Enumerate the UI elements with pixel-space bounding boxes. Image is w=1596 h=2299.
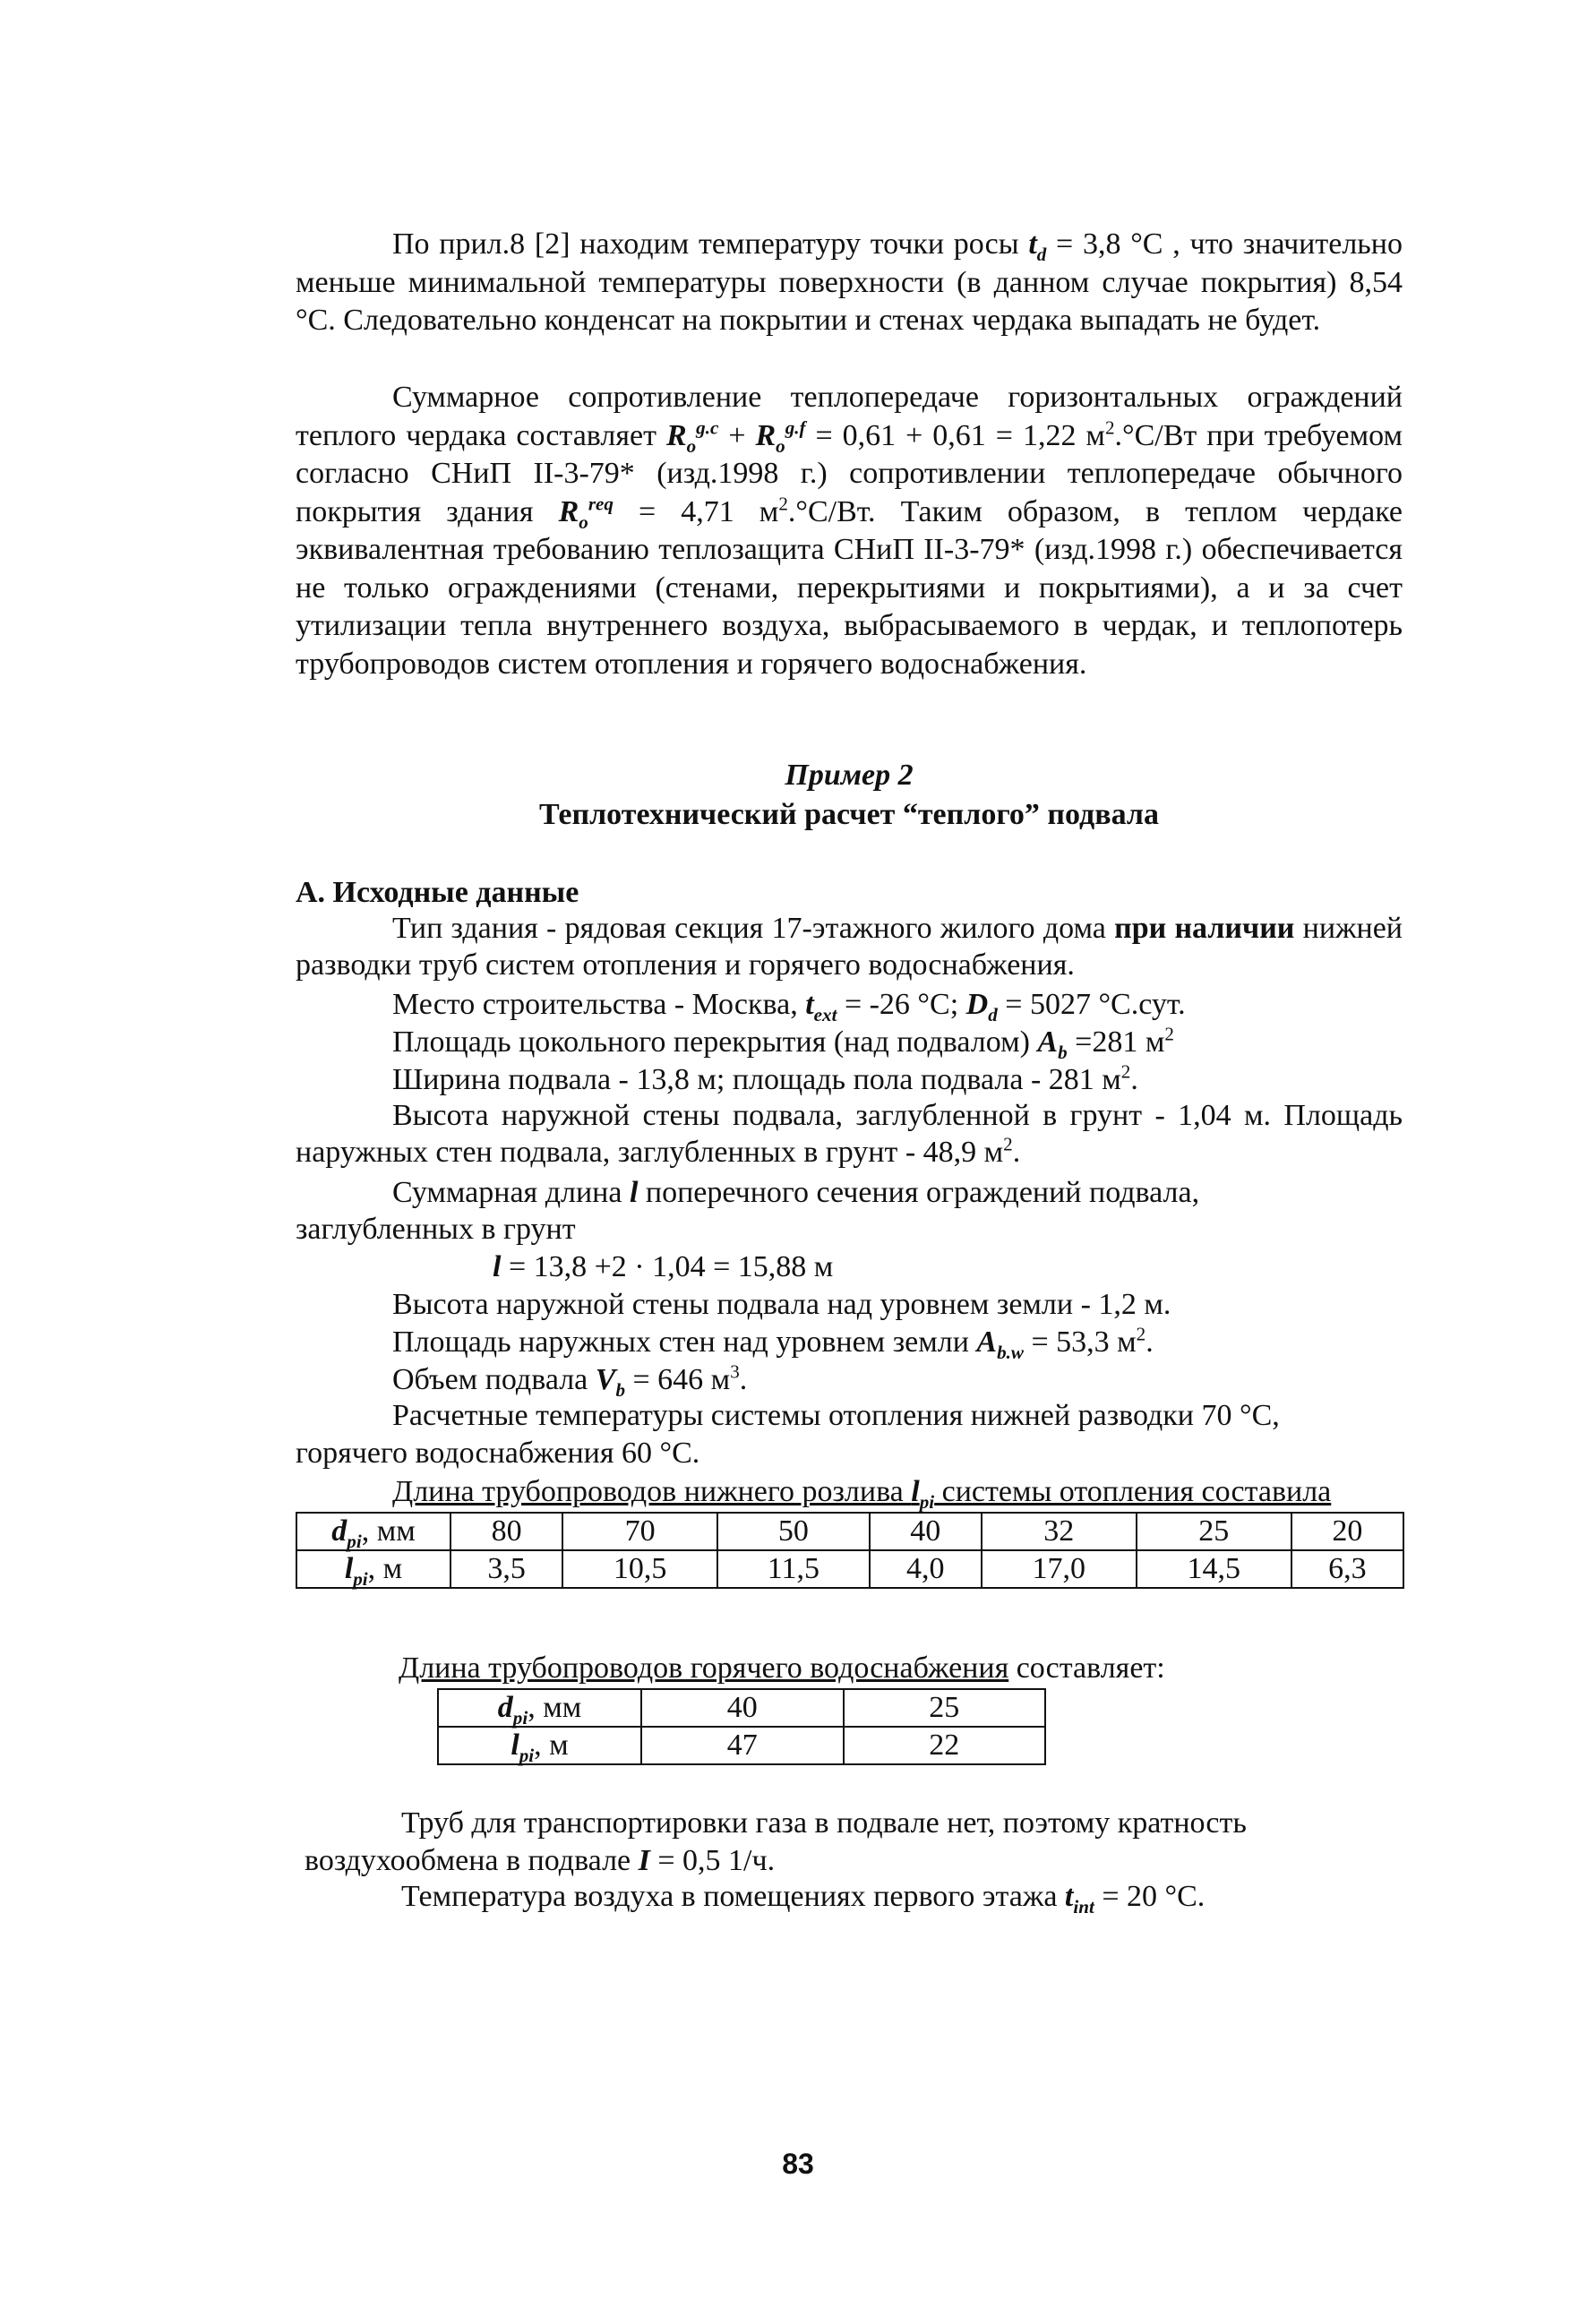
table-cell: 4,0 bbox=[870, 1550, 982, 1588]
table-cell: 20 bbox=[1291, 1513, 1403, 1550]
page-number: 83 bbox=[782, 2148, 814, 2180]
table-cell: 6,3 bbox=[1291, 1550, 1403, 1588]
heating-table-caption: Длина трубопроводов нижнего розлива $l_{pi}$ системы отопления составила bbox=[392, 1475, 1332, 1513]
hot-water-table-caption: Длина трубопроводов горячего водоснабжения составляет: bbox=[399, 1651, 1165, 1685]
paragraph-attic-resistance: Суммарное сопротивление теплопередаче горизонтальных ограждений теплого чердака составляет $R_o^{g.c} + R_o^{g.f} = 0,61 + 0,61 = 1,22$ $м^2.^\circ С/Вт$ при требуемом согласно СНиП II-3-79* (изд.1998 г.) сопротивлении теплопередаче обычного покрытия здания $R_o^{req} = 4,71$ $м^2.^\circ С/Вт$. Таким образом, в теплом чердаке эквивалентная требованию теплозащита СНиП II-3-79* (изд.1998 г.) обеспечивается не только ограждениями (стенами, перекрытиями и покрытиями), а и за счет утилизации тепла внутреннего воздуха, выбрасываемого в чердак, и теплопотерь трубопроводов систем отопления и горячего водоснабжения. bbox=[296, 381, 1403, 681]
basement-ceiling-area: Площадь цокольного перекрытия (над подвалом) $A_b =281$ $м^2$ bbox=[392, 1023, 1174, 1063]
table-cell: 70 bbox=[562, 1513, 717, 1550]
length-intro: Суммарная длина l поперечного сечения ограждений подвала, заглубленных в грунт bbox=[296, 1176, 1200, 1246]
example-title: Пример 2 bbox=[785, 759, 914, 792]
table-cell: 40 bbox=[870, 1513, 982, 1550]
table-cell: 25 bbox=[1137, 1513, 1291, 1550]
table-cell: 80 bbox=[450, 1513, 562, 1550]
table-cell: 3,5 bbox=[450, 1550, 562, 1588]
table-cell: 40 bbox=[641, 1689, 844, 1727]
heating-pipes-table bbox=[296, 1512, 1404, 1589]
table-cell: 11,5 bbox=[717, 1550, 869, 1588]
table-cell: 32 bbox=[982, 1513, 1137, 1550]
hot-water-pipes-table bbox=[437, 1688, 1046, 1765]
table-row bbox=[438, 1727, 1045, 1764]
row-label-diameter: $d_{pi}$, мм bbox=[438, 1689, 641, 1727]
design-temperatures: Расчетные температуры системы отопления нижней разводки 70 °С, горячего водоснабжения 60 °С. bbox=[296, 1399, 1280, 1470]
table-row bbox=[438, 1689, 1045, 1727]
wall-height: Высота наружной стены подвала, заглубленной в грунт - 1,04 м. Площадь наружных стен подвала, заглубленных в грунт - 48,9 $м^2$. bbox=[296, 1099, 1403, 1169]
paragraph-dew-point: По прил.8 [2] находим температуру точки росы $t_d = 3,8$ °С , что значительно меньше минимальной температуры поверхности (в данном случае покрытия) 8,54 °С. Следовательно конденсат на покрытии и стенах чердака выпадать не будет. bbox=[296, 227, 1403, 337]
table-cell: 14,5 bbox=[1137, 1550, 1291, 1588]
table-cell: 50 bbox=[717, 1513, 869, 1550]
height-above-ground: Высота наружной стены подвала над уровнем земли - 1,2 м. bbox=[392, 1288, 1171, 1321]
table-row bbox=[296, 1513, 1403, 1550]
basement-width: Ширина подвала - 13,8 м; площадь пола подвала - 281 $м^2$. bbox=[392, 1060, 1138, 1096]
wall-area-above-ground: Площадь наружных стен над уровнем земли $A_{b.w} = 53,3$ $м^2$. bbox=[392, 1323, 1154, 1363]
indoor-air-temperature: Температура воздуха в помещениях первого этажа $t_{int} = 20$ °С. bbox=[401, 1880, 1206, 1917]
basement-volume: Объем подвала $V_b = 646$ $м^3$. bbox=[392, 1360, 748, 1401]
row-label-diameter: $d_{pi}$, мм bbox=[296, 1513, 450, 1550]
row-label-length: $l_{pi}$, м bbox=[438, 1727, 641, 1764]
table-cell: 10,5 bbox=[562, 1550, 717, 1588]
gas-pipes-note: Труб для транспортировки газа в подвале нет, поэтому кратность воздухообмена в подвале I = 0,5 1/ч. bbox=[305, 1806, 1247, 1877]
table-cell: 22 bbox=[844, 1727, 1046, 1764]
formula-length: l = 13,8 +2 · 1,04 = 15,88 м bbox=[493, 1250, 834, 1283]
building-type: Тип здания - рядовая секция 17-этажного жилого дома при наличии нижней разводки труб систем отопления и горячего водоснабжения. bbox=[296, 912, 1403, 982]
row-label-length: $l_{pi}$, м bbox=[296, 1550, 450, 1588]
table-cell: 17,0 bbox=[982, 1550, 1137, 1588]
table-cell: 47 bbox=[641, 1727, 844, 1764]
section-heading: А. Исходные данные bbox=[296, 876, 579, 909]
example-subtitle: Теплотехнический расчет “теплого” подвала bbox=[539, 798, 1159, 831]
table-row bbox=[296, 1550, 1403, 1588]
table-cell: 25 bbox=[844, 1689, 1046, 1727]
location-line: Место строительства - Москва, $t_{ext} = -26$ °С; $D_d = 5027$ °С.сут. bbox=[392, 988, 1186, 1025]
